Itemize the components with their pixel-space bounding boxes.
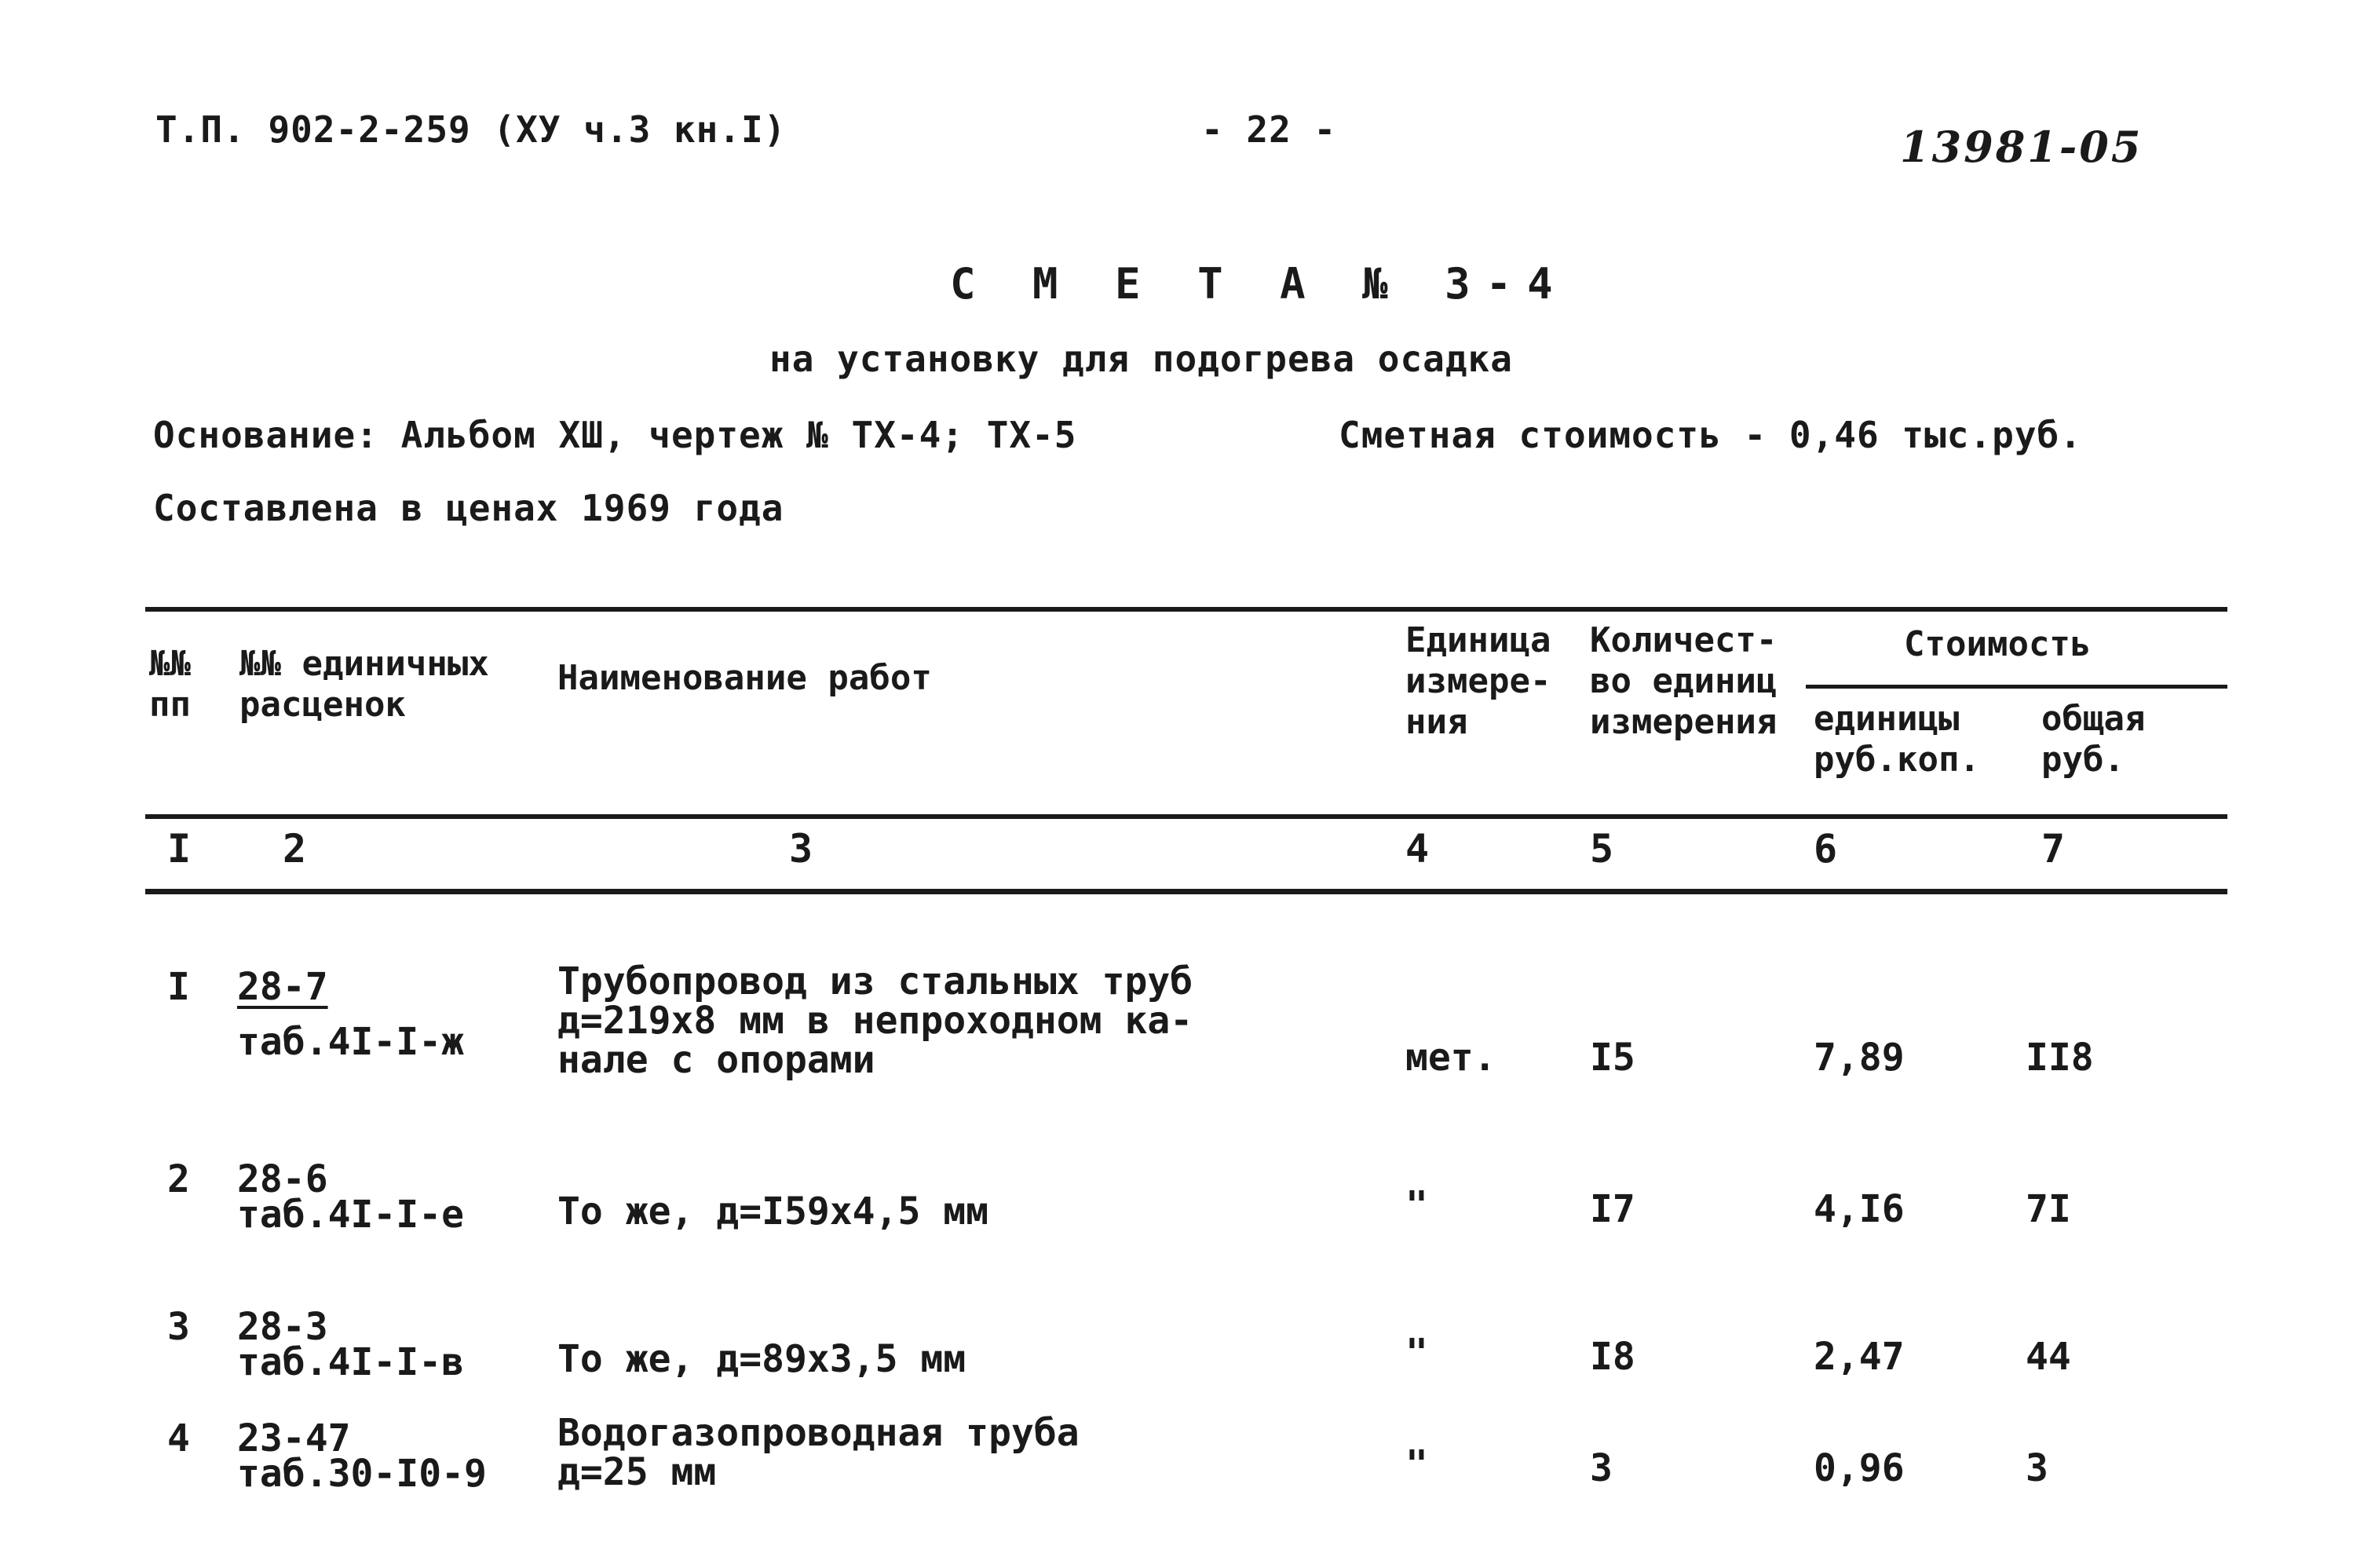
- rate-code: 28-3: [237, 1305, 328, 1349]
- work-name: Трубопровод из стальных труб д=219х8 мм в непроходном ка- нале с опорами: [557, 959, 1193, 1082]
- rate-table: таб.4I-I-ж: [237, 1020, 464, 1064]
- quantity: I7: [1590, 1187, 1635, 1231]
- header-bottom-rule: [145, 814, 2227, 819]
- column-number-5: 5: [1590, 826, 1614, 872]
- header-quantity: Количест- во единиц измерения: [1590, 620, 1778, 742]
- unit-cost: 7,89: [1814, 1036, 1905, 1080]
- column-number-2: 2: [283, 826, 307, 872]
- rate-code: 28-6: [237, 1157, 328, 1201]
- row-number: 2: [167, 1157, 190, 1201]
- rate-code: 23-47: [237, 1416, 351, 1460]
- header-unit-cost: единицы руб.коп.: [1814, 699, 1980, 780]
- unit: ": [1405, 1183, 1428, 1227]
- work-name: То же, д=89х3,5 мм: [557, 1337, 966, 1381]
- rate-table: таб.30-I0-9: [237, 1452, 487, 1496]
- column-number-6: 6: [1814, 826, 1838, 872]
- header-row-number: №№ пп: [149, 644, 191, 725]
- total-cost: II8: [2026, 1036, 2094, 1080]
- table-top-rule: [145, 607, 2227, 612]
- estimate-subtitle: на установку для подогрева осадка: [769, 338, 1513, 380]
- basis-line: Основание: Альбом ХШ, чертеж № ТХ-4; ТХ-5: [153, 414, 1077, 456]
- rate-table: таб.4I-I-в: [237, 1340, 464, 1384]
- work-name: То же, д=I59х4,5 мм: [557, 1190, 989, 1234]
- estimated-cost: Сметная стоимость - 0,46 тыс.руб.: [1339, 414, 2082, 456]
- header-unit: Единица измере- ния: [1405, 620, 1551, 742]
- header-work-name: Наименование работ: [557, 658, 932, 698]
- unit: мет.: [1405, 1036, 1496, 1080]
- column-numbers-rule: [145, 889, 2227, 894]
- work-name: Водогазопроводная труба д=25 мм: [557, 1411, 1080, 1494]
- row-number: 3: [167, 1305, 190, 1349]
- row-number: 4: [167, 1416, 190, 1460]
- row-number: I: [167, 965, 190, 1009]
- unit-cost: 2,47: [1814, 1335, 1905, 1379]
- column-number-7: 7: [2041, 826, 2066, 872]
- estimate-title: С М Е Т А № 3-4: [950, 259, 1569, 309]
- header-rate-number: №№ единичных расценок: [239, 644, 489, 725]
- quantity: 3: [1590, 1446, 1613, 1490]
- quantity: I5: [1590, 1036, 1635, 1080]
- price-year-line: Составлена в ценах 1969 года: [153, 487, 784, 529]
- rate-table: таб.4I-I-е: [237, 1193, 464, 1237]
- column-number-1: I: [167, 826, 192, 872]
- unit-cost: 0,96: [1814, 1446, 1905, 1490]
- header-cost: Стоимость: [1904, 624, 2092, 664]
- unit: ": [1405, 1442, 1428, 1486]
- column-number-4: 4: [1405, 826, 1430, 872]
- quantity: I8: [1590, 1335, 1635, 1379]
- total-cost: 7I: [2026, 1187, 2071, 1231]
- total-cost: 3: [2026, 1446, 2048, 1490]
- page-number: - 22 -: [1201, 108, 1337, 151]
- column-number-3: 3: [789, 826, 813, 872]
- unit: ": [1405, 1331, 1428, 1375]
- unit-cost: 4,I6: [1814, 1187, 1905, 1231]
- archive-stamp: 13981-05: [1900, 122, 2143, 172]
- total-cost: 44: [2026, 1335, 2071, 1379]
- header-total-cost: общая руб.: [2041, 699, 2146, 780]
- cost-subheader-rule: [1806, 685, 2227, 689]
- document-reference: Т.П. 902-2-259 (ХУ ч.3 кн.I): [155, 108, 787, 151]
- rate-code: 28-7: [237, 965, 328, 1009]
